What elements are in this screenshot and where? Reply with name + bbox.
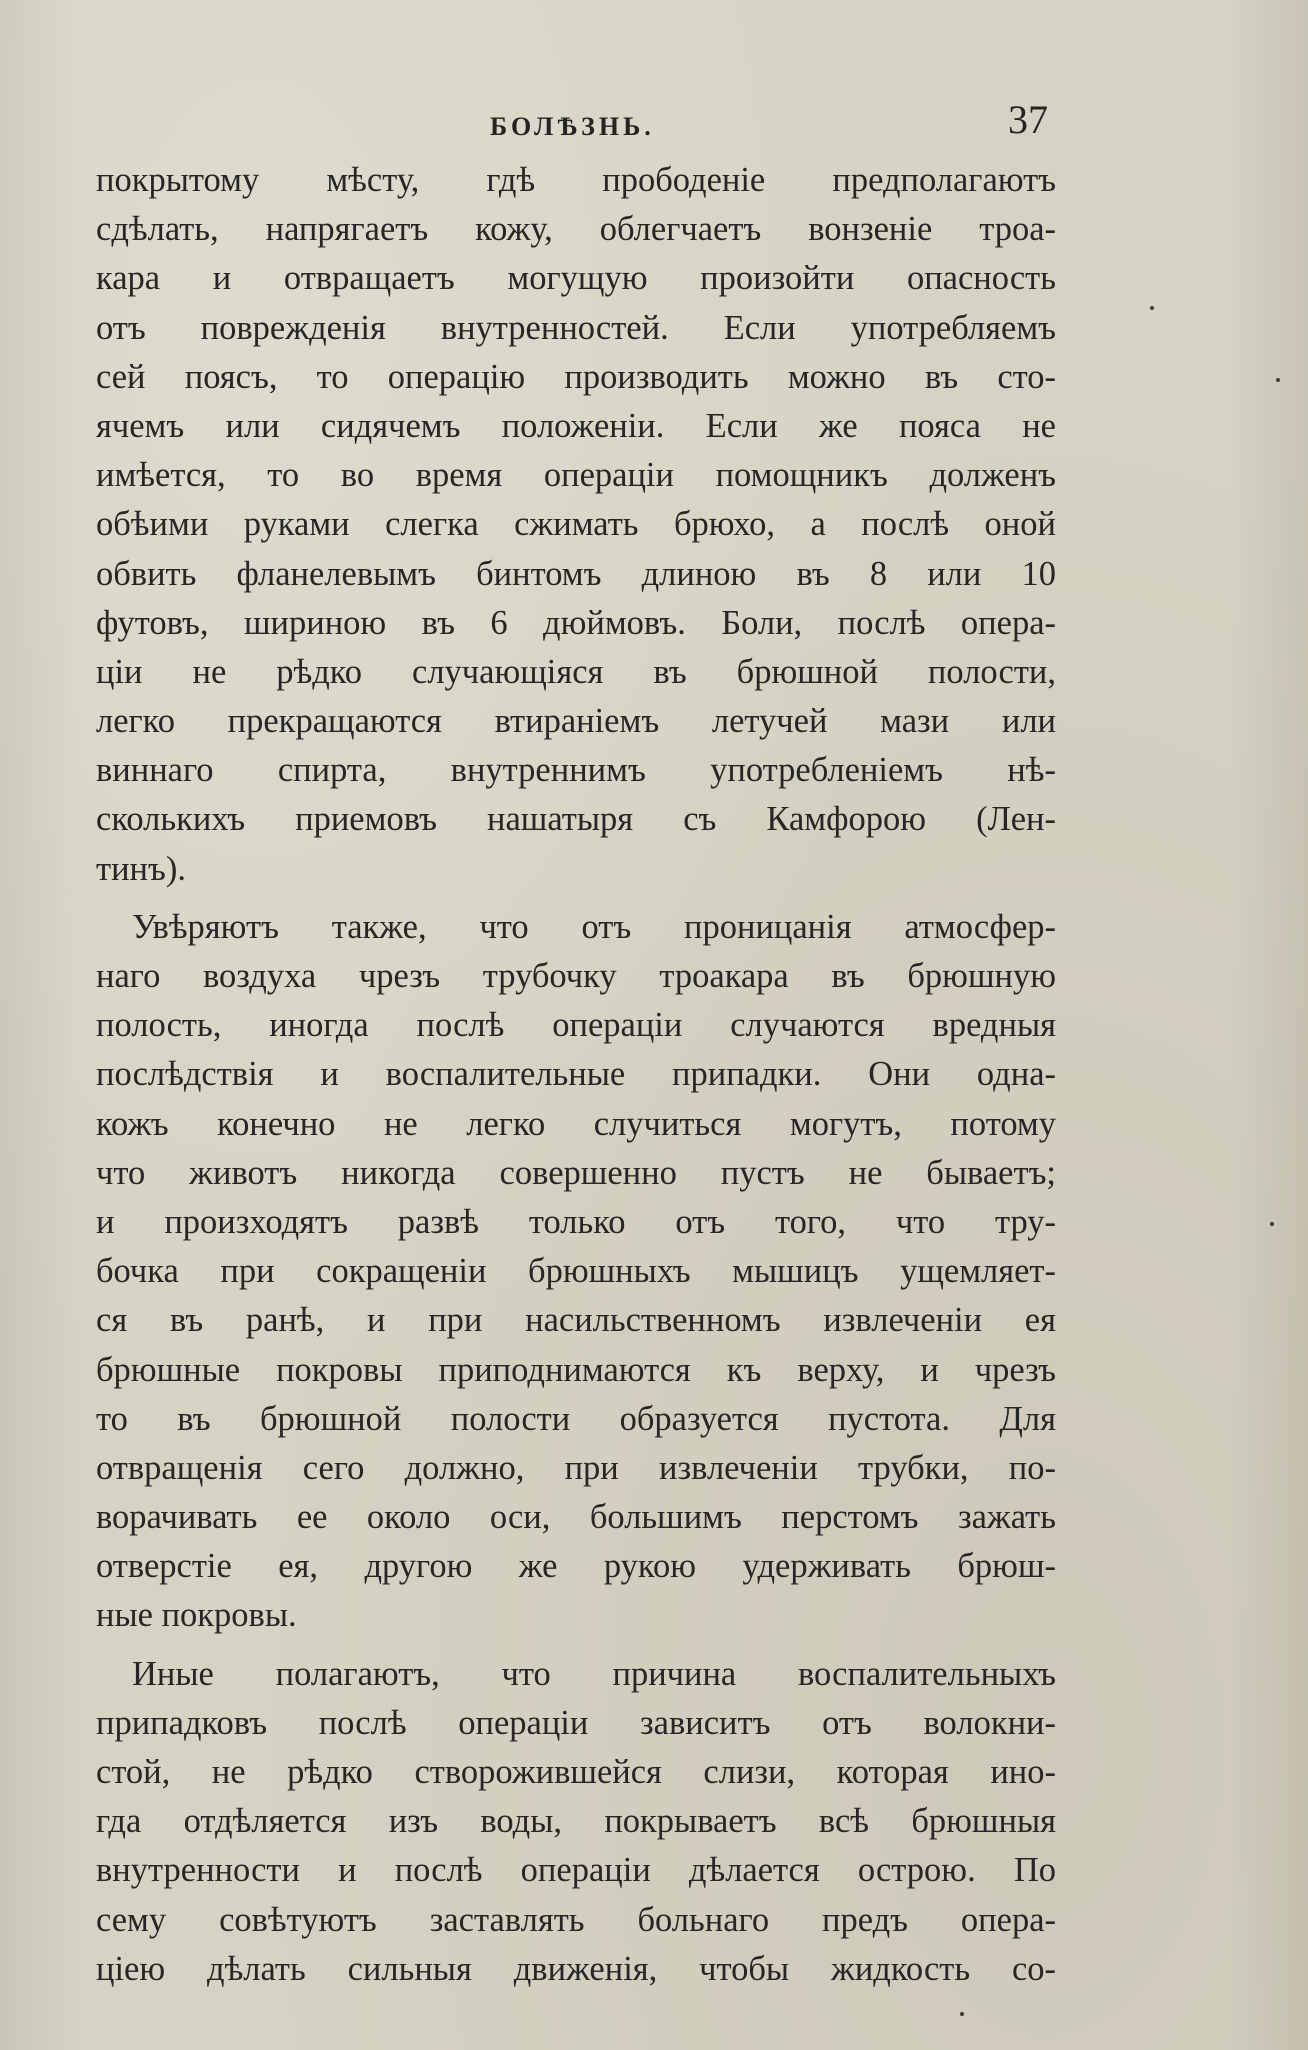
text-line: внутренности и послѣ операціи дѣлается острою. По <box>96 1851 1056 1890</box>
text-line: наго воздуха чрезъ трубочку троакара въ брюшную <box>96 957 1056 995</box>
ink-speck <box>1270 1222 1274 1226</box>
text-line: припадковъ послѣ операціи зависитъ отъ волокни- <box>96 1703 1056 1742</box>
text-line: сдѣлать, напрягаетъ кожу, облегчаетъ вонзеніе троа- <box>96 210 1056 249</box>
paragraph-3 <box>96 1650 1056 1994</box>
text-line: ячемъ или сидячемъ положеніи. Если же пояса не <box>96 406 1056 445</box>
text-line: виннаго спирта, внутреннимъ употребленіемъ нѣ- <box>96 751 1056 790</box>
text-line: Увѣряютъ также, что отъ проницанія атмосфер- <box>132 907 1056 946</box>
text-line: и произходятъ развѣ только отъ того, что тру- <box>96 1202 1056 1241</box>
text-line: отвращенія сего должно, при извлеченіи трубки, по- <box>96 1448 1056 1487</box>
text-line: Иные полагаютъ, что причина воспалительныхъ <box>132 1654 1056 1693</box>
text-line: кара и отвращаетъ могущую произойти опасность <box>96 259 1056 298</box>
running-header: БОЛѢЗНЬ. <box>490 112 655 141</box>
text-line: сколькихъ приемовъ нашатыря съ Камфорою (Лен- <box>96 800 1056 839</box>
paragraph-1 <box>96 156 1056 894</box>
text-line: полость, иногда послѣ операціи случаются вредныя <box>96 1006 1056 1045</box>
text-line: послѣдствія и воспалительные припадки. Они одна- <box>96 1055 1056 1094</box>
text-line: отверстіе ея, другою же рукою удерживать брюш- <box>96 1547 1056 1586</box>
text-line: бочка при сокращеніи брюшныхъ мышицъ ущемляет- <box>96 1252 1056 1291</box>
text-line: сему совѣтуютъ заставлять больнаго предъ опера- <box>96 1900 1056 1939</box>
text-line: ные покровы. <box>96 1596 297 1635</box>
text-line: имѣется, то во время операціи помощникъ долженъ <box>96 456 1056 495</box>
text-line: стой, не рѣдко створожившейся слизи, которая ино- <box>96 1753 1056 1791</box>
text-line: гда отдѣляется изъ воды, покрываетъ всѣ брюшныя <box>96 1802 1056 1841</box>
text-line: легко прекращаются втираніемъ летучей мази или <box>96 702 1056 741</box>
text-line: покрытому мѣсту, гдѣ прободеніе предполагаютъ <box>96 161 1056 199</box>
text-line: обвить фланелевымъ бинтомъ длиною въ 8 или 10 <box>96 554 1056 593</box>
text-line: ціи не рѣдко случающіяся въ брюшной полости, <box>96 652 1056 691</box>
text-line: что животъ никогда совершенно пустъ не бываетъ; <box>96 1153 1056 1192</box>
paragraph-2 <box>96 903 1056 1641</box>
text-line: ворачивать ее около оси, большимъ перстомъ зажать <box>96 1498 1056 1537</box>
text-line: ціею дѣлать сильныя движенія, чтобы жидкость со- <box>96 1949 1056 1988</box>
text-line: кожъ конечно не легко случиться могутъ, потому <box>96 1104 1056 1143</box>
text-line: тинъ). <box>96 849 186 888</box>
text-line: сей поясъ, то операцію производить можно въ сто- <box>96 357 1056 396</box>
text-line: ся въ ранѣ, и при насильственномъ извлеченіи ея <box>96 1301 1056 1340</box>
text-line: отъ поврежденія внутренностей. Если употребляемъ <box>96 308 1056 347</box>
page-number: 37 <box>1008 97 1048 142</box>
text-line: футовъ, шириною въ 6 дюймовъ. Боли, послѣ опера- <box>96 603 1056 642</box>
ink-speck <box>1276 378 1280 382</box>
text-line: то въ брюшной полости образуется пустота. Для <box>96 1399 1056 1438</box>
text-line: брюшные покровы приподнимаются къ верху, и чрезъ <box>96 1350 1056 1389</box>
text-line: обѣими руками слегка сжимать брюхо, а послѣ оной <box>96 505 1056 544</box>
body-text <box>96 156 1056 2003</box>
ink-speck <box>1150 306 1154 310</box>
ink-speck <box>960 2012 964 2016</box>
